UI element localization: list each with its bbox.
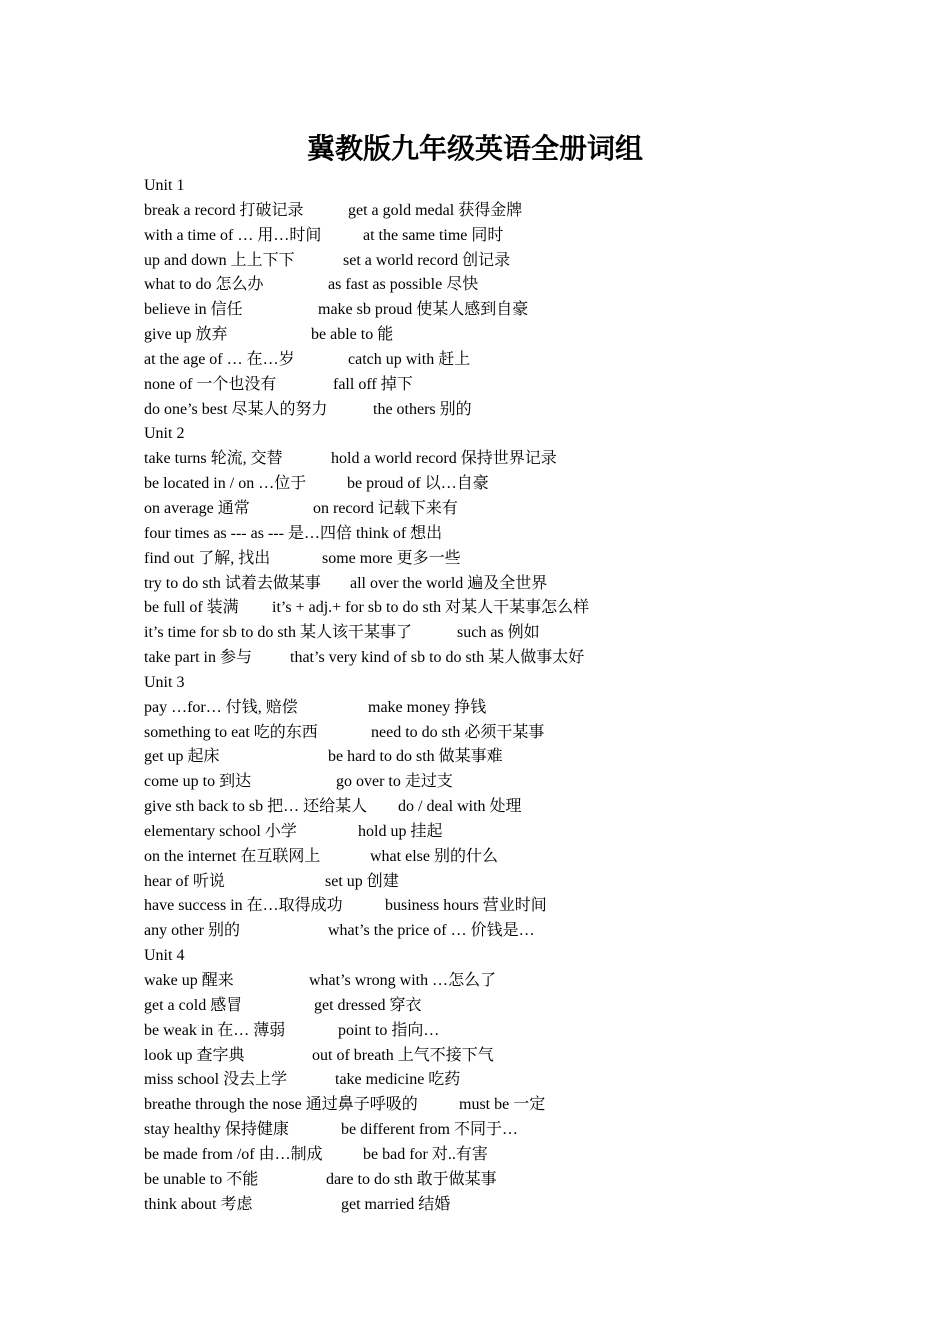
phrase-left: do one’s best 尽某人的努力 — [144, 400, 328, 418]
phrase-right: business hours 营业时间 — [385, 897, 547, 915]
phrase-right: point to 指向… — [338, 1021, 440, 1039]
phrase-left: be located in / on …位于 — [144, 475, 307, 493]
phrase-left: get up 起床 — [144, 748, 220, 766]
phrase-left: with a time of … 用…时间 — [144, 226, 322, 244]
phrase-left: it’s time for sb to do sth 某人该干某事了 — [144, 624, 413, 642]
phrase-row — [144, 820, 904, 845]
phrase-right: get dressed 穿衣 — [314, 996, 422, 1014]
phrase-left: stay healthy 保持健康 — [144, 1121, 289, 1139]
phrase-right: take medicine 吃药 — [335, 1071, 461, 1089]
phrase-left: be weak in 在… 薄弱 — [144, 1021, 286, 1039]
phrase-row — [144, 572, 904, 597]
phrase-row — [144, 1044, 904, 1069]
phrase-right: such as 例如 — [457, 624, 540, 642]
phrase-row — [144, 845, 904, 870]
phrase-left: none of 一个也没有 — [144, 375, 277, 393]
phrase-row — [144, 298, 904, 323]
phrase-row — [144, 770, 904, 795]
phrase-left: give sth back to sb 把… 还给某人 — [144, 798, 368, 816]
phrase-row — [144, 249, 904, 274]
phrase-right: it’s + adj.+ for sb to do sth 对某人干某事怎么样 — [272, 599, 590, 617]
phrase-right: dare to do sth 敢于做某事 — [326, 1170, 497, 1188]
phrase-left: get a cold 感冒 — [144, 996, 243, 1014]
phrase-left: be unable to 不能 — [144, 1170, 259, 1188]
phrase-left: breathe through the nose 通过鼻子呼吸的 — [144, 1096, 418, 1114]
phrase-row — [144, 273, 904, 298]
document-title: 冀教版九年级英语全册词组 — [306, 134, 643, 165]
phrase-right: be able to 能 — [311, 326, 394, 344]
phrase-row — [144, 497, 904, 522]
phrase-row — [144, 1143, 904, 1168]
phrase-row — [144, 721, 904, 746]
phrase-row — [144, 373, 904, 398]
phrase-left: try to do sth 试着去做某事 — [144, 574, 321, 592]
phrase-right: some more 更多一些 — [322, 549, 461, 567]
phrase-right: get a gold medal 获得金牌 — [348, 201, 523, 219]
phrase-right: set a world record 创记录 — [343, 251, 511, 269]
unit-heading-label: Unit 1 — [144, 177, 185, 194]
phrase-right: fall off 掉下 — [333, 375, 413, 393]
phrase-left: up and down 上上下下 — [144, 251, 295, 269]
phrase-right: be proud of 以…自豪 — [347, 475, 489, 493]
phrase-right: on record 记载下来有 — [313, 499, 458, 517]
phrase-row — [144, 447, 904, 472]
phrase-right: hold a world record 保持世界记录 — [331, 450, 557, 468]
phrase-row — [144, 1168, 904, 1193]
phrase-left: wake up 醒来 — [144, 972, 234, 989]
phrase-row — [144, 1019, 904, 1044]
phrase-right: all over the world 遍及全世界 — [350, 574, 548, 592]
phrase-right: what’s the price of … 价钱是… — [328, 922, 535, 940]
phrase-row — [144, 224, 904, 249]
phrase-row — [144, 1118, 904, 1143]
phrase-row — [144, 1093, 904, 1118]
phrase-left: think about 考虑 — [144, 1195, 253, 1213]
phrase-left: give up 放弃 — [144, 326, 228, 344]
phrase-left: elementary school 小学 — [144, 822, 297, 840]
phrase-row — [144, 745, 904, 770]
phrase-row — [144, 398, 904, 423]
phrase-left: be made from /of 由…制成 — [144, 1145, 323, 1163]
phrase-row — [144, 199, 904, 224]
phrase-row — [144, 323, 904, 348]
phrase-right: what else 别的什么 — [370, 847, 498, 865]
phrase-left: on average 通常 — [144, 499, 250, 517]
phrase-right: out of breath 上气不接下气 — [312, 1046, 494, 1064]
phrase-right: get married 结婚 — [341, 1195, 451, 1213]
phrase-right: do / deal with 处理 — [398, 798, 522, 816]
phrase-left: on the internet 在互联网上 — [144, 847, 321, 865]
unit-heading — [144, 174, 904, 199]
phrase-right: hold up 挂起 — [358, 822, 443, 840]
phrase-right: as fast as possible 尽快 — [328, 276, 479, 294]
phrase-right: that’s very kind of sb to do sth 某人做事太好 — [290, 649, 585, 667]
phrase-row — [144, 969, 904, 994]
phrase-row — [144, 795, 904, 820]
phrase-row — [144, 547, 904, 572]
phrase-right: what’s wrong with …怎么了 — [309, 972, 497, 989]
phrase-left: at the age of … 在…岁 — [144, 350, 295, 368]
phrase-right: need to do sth 必须干某事 — [371, 723, 545, 741]
phrase-row — [144, 1193, 904, 1218]
phrase-right: set up 创建 — [325, 872, 399, 890]
phrase-right: be bad for 对..有害 — [363, 1145, 488, 1163]
phrase-right: at the same time 同时 — [363, 226, 504, 244]
unit-heading-label: Unit 4 — [144, 947, 185, 965]
phrase-left: pay …for… 付钱, 赔偿 — [144, 698, 298, 716]
phrase-row — [144, 994, 904, 1019]
phrase-right: be hard to do sth 做某事难 — [328, 748, 503, 766]
phrase-left: have success in 在…取得成功 — [144, 897, 343, 915]
phrase-right: make sb proud 使某人感到自豪 — [318, 301, 529, 319]
phrase-row — [144, 870, 904, 895]
phrase-left: take turns 轮流, 交替 — [144, 450, 283, 468]
phrase-left: what to do 怎么办 — [144, 276, 264, 294]
phrase-right: must be 一定 — [459, 1096, 546, 1114]
phrase-row — [144, 621, 904, 646]
phrase-row — [144, 1068, 904, 1093]
phrase-row — [144, 696, 904, 721]
phrase-left: come up to 到达 — [144, 773, 252, 791]
phrase-row — [144, 348, 904, 373]
phrase-row — [144, 596, 904, 621]
phrase-left: be full of 装满 — [144, 599, 239, 617]
phrase-left: take part in 参与 — [144, 649, 252, 667]
phrase-right: the others 别的 — [373, 400, 472, 418]
phrase-left: any other 别的 — [144, 922, 240, 940]
phrase-right: be different from 不同于… — [341, 1121, 518, 1139]
phrase-row — [144, 472, 904, 497]
unit-heading — [144, 671, 904, 696]
phrase-left: four times as --- as --- 是…四倍 think of 想出 — [144, 524, 443, 542]
phrase-right: make money 挣钱 — [368, 698, 487, 716]
unit-heading — [144, 944, 904, 969]
phrase-left: look up 查字典 — [144, 1046, 245, 1064]
unit-heading-label: Unit 2 — [144, 425, 185, 443]
phrase-row — [144, 522, 904, 547]
phrase-right: catch up with 赶上 — [348, 350, 471, 368]
phrase-row — [144, 894, 904, 919]
phrase-left: something to eat 吃的东西 — [144, 723, 318, 741]
unit-heading-label: Unit 3 — [144, 673, 185, 691]
phrase-row — [144, 646, 904, 671]
phrase-left: break a record 打破记录 — [144, 201, 304, 219]
phrase-left: hear of 听说 — [144, 872, 225, 890]
phrase-list — [144, 174, 904, 1217]
phrase-row — [144, 919, 904, 944]
phrase-right: go over to 走过支 — [336, 773, 453, 791]
unit-heading — [144, 422, 904, 447]
phrase-left: miss school 没去上学 — [144, 1071, 288, 1089]
phrase-left: believe in 信任 — [144, 301, 243, 319]
phrase-left: find out 了解, 找出 — [144, 549, 271, 567]
